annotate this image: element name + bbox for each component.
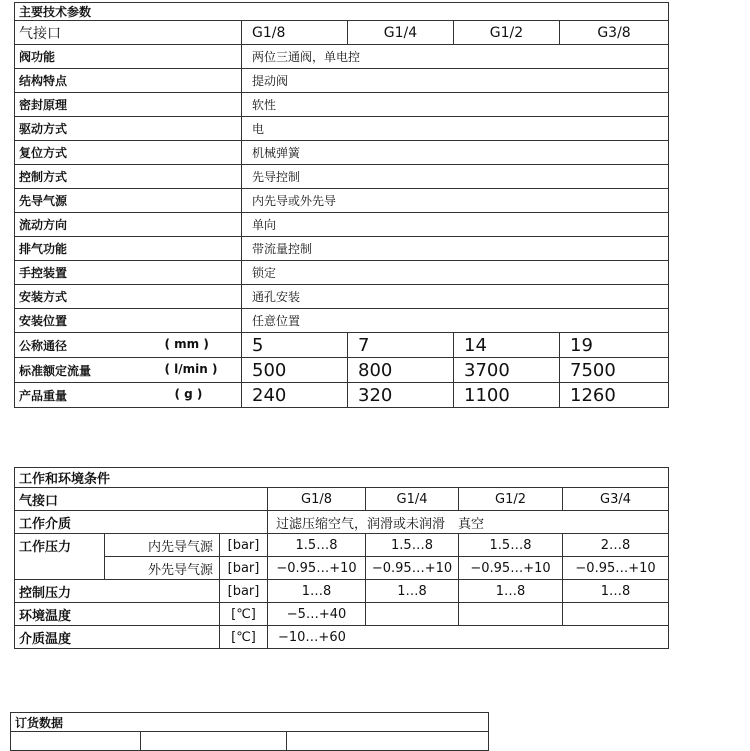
env-medium-temp-row — [15, 626, 669, 649]
env-medium-value: 过滤压缩空气，润滑或未润滑 真空 — [268, 511, 669, 534]
tech-row-label: 安装位置 — [15, 309, 242, 333]
tech-row — [15, 309, 669, 333]
tech-numeric-label: 公称通径 — [19, 338, 68, 353]
env-internal-label: 内先导气源 — [105, 534, 220, 557]
env-port-row — [15, 488, 669, 511]
tech-title: 主要技术参数 — [15, 3, 669, 21]
env-value: 1…8 — [459, 580, 563, 603]
tech-row — [15, 93, 669, 117]
order-title-row — [11, 713, 489, 732]
tech-numeric-value: 14 — [454, 333, 560, 358]
tech-row-value: 先导控制 — [242, 165, 669, 189]
tech-row-value: 锁定 — [242, 261, 669, 285]
order-cell — [11, 732, 141, 751]
order-cell — [141, 732, 287, 751]
env-conditions-table — [14, 467, 669, 649]
env-value: 2…8 — [563, 534, 669, 557]
tech-numeric-value: 320 — [348, 383, 454, 408]
env-ambient-value: −5…+40 — [268, 603, 366, 626]
tech-row — [15, 213, 669, 237]
env-value: 1.5…8 — [268, 534, 366, 557]
env-port-label: 气接口 — [15, 488, 268, 511]
tech-numeric-row — [15, 333, 669, 358]
tech-row-label: 结构特点 — [15, 69, 242, 93]
tech-row-label: 阀功能 — [15, 45, 242, 69]
tech-numeric-value: 1100 — [454, 383, 560, 408]
env-empty-cell — [366, 603, 459, 626]
tech-numeric-value: 500 — [242, 358, 348, 383]
env-empty-cell — [459, 603, 563, 626]
env-port-3: G1/2 — [459, 488, 563, 511]
tech-numeric-row — [15, 383, 669, 408]
env-ambient-label: 环境温度 — [15, 603, 220, 626]
env-medium-temp-value: −10…+60 — [268, 626, 669, 649]
tech-row — [15, 165, 669, 189]
order-title: 订货数据 — [11, 713, 489, 732]
tech-row-label: 复位方式 — [15, 141, 242, 165]
env-unit: [bar] — [220, 580, 268, 603]
env-external-label: 外先导气源 — [105, 557, 220, 580]
tech-row-value: 带流量控制 — [242, 237, 669, 261]
order-data-table — [10, 712, 489, 751]
env-empty-cell — [563, 603, 669, 626]
tech-port-3: G1/2 — [454, 21, 560, 45]
env-ambient-row — [15, 603, 669, 626]
env-title: 工作和环境条件 — [15, 468, 669, 488]
env-title-row — [15, 468, 669, 488]
tech-row-value: 提动阀 — [242, 69, 669, 93]
env-value: 1.5…8 — [459, 534, 563, 557]
tech-numeric-value: 800 — [348, 358, 454, 383]
tech-row-value: 软性 — [242, 93, 669, 117]
tech-title-row — [15, 3, 669, 21]
env-empty-cell — [15, 557, 105, 580]
tech-port-2: G1/4 — [348, 21, 454, 45]
tech-numeric-value: 5 — [242, 333, 348, 358]
tech-row-label: 排气功能 — [15, 237, 242, 261]
tech-numeric-label: 产品重量 — [19, 388, 68, 403]
env-control-label: 控制压力 — [15, 580, 220, 603]
tech-row-label: 密封原理 — [15, 93, 242, 117]
env-value: −0.95…+10 — [366, 557, 459, 580]
tech-row — [15, 117, 669, 141]
tech-numeric-label-cell — [15, 383, 242, 408]
env-value: 1…8 — [563, 580, 669, 603]
tech-numeric-label-cell — [15, 358, 242, 383]
env-unit: [bar] — [220, 534, 268, 557]
tech-row — [15, 189, 669, 213]
tech-row — [15, 69, 669, 93]
tech-row-value: 机械弹簧 — [242, 141, 669, 165]
tech-row-value: 电 — [242, 117, 669, 141]
tech-numeric-value: 240 — [242, 383, 348, 408]
tech-row-value: 两位三通阀，单电控 — [242, 45, 669, 69]
tech-numeric-unit: ( mm ) — [164, 336, 209, 351]
env-pressure-label: 工作压力 — [15, 534, 105, 557]
env-unit: [bar] — [220, 557, 268, 580]
tech-numeric-row — [15, 358, 669, 383]
env-value: 1…8 — [268, 580, 366, 603]
order-header-row — [11, 732, 489, 751]
tech-numeric-value: 19 — [560, 333, 669, 358]
tech-row — [15, 237, 669, 261]
tech-row — [15, 261, 669, 285]
env-temp-unit: [℃] — [220, 626, 268, 649]
env-port-2: G1/4 — [366, 488, 459, 511]
tech-row-label: 手控装置 — [15, 261, 242, 285]
tech-port-1: G1/8 — [242, 21, 348, 45]
env-port-4: G3/4 — [563, 488, 669, 511]
tech-port-row — [15, 21, 669, 45]
env-medium-temp-label: 介质温度 — [15, 626, 220, 649]
tech-numeric-label-cell — [15, 333, 242, 358]
env-port-1: G1/8 — [268, 488, 366, 511]
order-cell — [287, 732, 489, 751]
tech-port-4: G3/8 — [560, 21, 669, 45]
tech-numeric-value: 1260 — [560, 383, 669, 408]
tech-row-label: 先导气源 — [15, 189, 242, 213]
env-value: −0.95…+10 — [459, 557, 563, 580]
env-temp-unit: [℃] — [220, 603, 268, 626]
tech-row — [15, 141, 669, 165]
env-value: −0.95…+10 — [563, 557, 669, 580]
tech-row-value: 内先导或外先导 — [242, 189, 669, 213]
env-internal-row — [15, 534, 669, 557]
env-medium-label: 工作介质 — [15, 511, 268, 534]
tech-row-value: 单向 — [242, 213, 669, 237]
env-value: −0.95…+10 — [268, 557, 366, 580]
env-control-row — [15, 580, 669, 603]
tech-numeric-label: 标准额定流量 — [19, 363, 92, 378]
tech-params-table — [14, 2, 669, 408]
tech-row-label: 安装方式 — [15, 285, 242, 309]
tech-numeric-unit: ( l/min ) — [164, 361, 218, 376]
tech-row-value: 任意位置 — [242, 309, 669, 333]
tech-row — [15, 285, 669, 309]
tech-numeric-value: 7 — [348, 333, 454, 358]
tech-row — [15, 45, 669, 69]
env-value: 1.5…8 — [366, 534, 459, 557]
tech-row-label: 流动方向 — [15, 213, 242, 237]
tech-port-label: 气接口 — [15, 21, 242, 45]
tech-row-label: 控制方式 — [15, 165, 242, 189]
env-medium-row — [15, 511, 669, 534]
tech-numeric-value: 7500 — [560, 358, 669, 383]
tech-row-value: 通孔安装 — [242, 285, 669, 309]
env-external-row — [15, 557, 669, 580]
tech-row-label: 驱动方式 — [15, 117, 242, 141]
tech-numeric-unit: ( g ) — [174, 386, 203, 401]
tech-numeric-value: 3700 — [454, 358, 560, 383]
env-value: 1…8 — [366, 580, 459, 603]
